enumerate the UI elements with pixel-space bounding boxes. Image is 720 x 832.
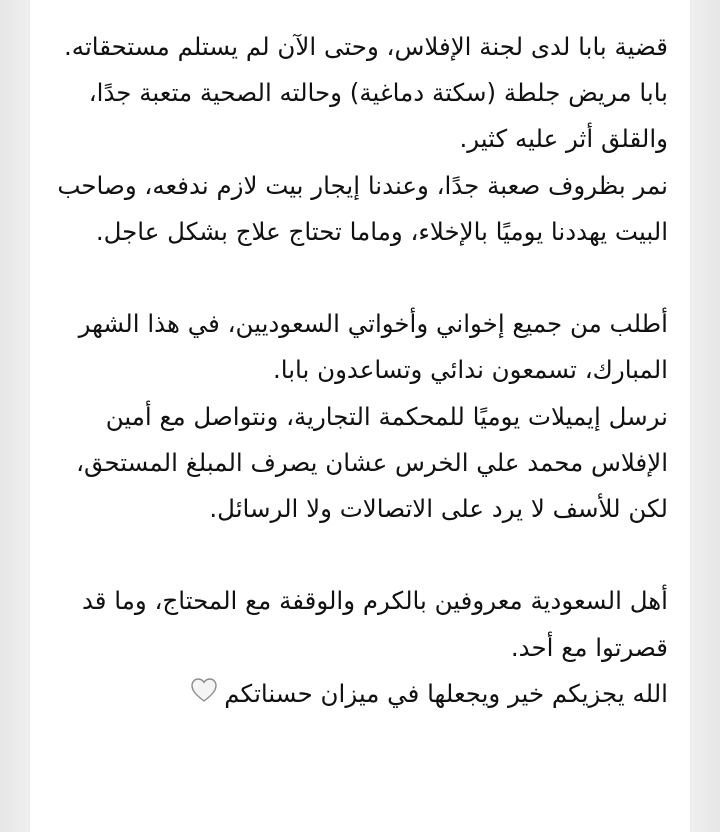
text-line: بابا مريض جلطة (سكتة دماغية) وحالته الصحية متعبة جدًا، والقلق أثر عليه كثير. [88,78,668,154]
white-heart-icon [190,672,218,718]
closing-prayer-text: الله يجزيكم خير ويجعلها في ميزان حسناتكم [224,678,668,708]
right-margin-shadow [690,0,720,832]
text-line [52,671,668,718]
paragraph-spacer [52,255,668,301]
text-line: نرسل إيميلات يوميًا للمحكمة التجارية، ونتواصل مع أمين الإفلاس محمد علي الخرس عشان يصرف المبلغ المستحق، لكن للأسف لا يرد على الاتصالات ولا الرسائل. [76,401,668,524]
paragraph-spacer [52,532,668,578]
text-line: أطلب من جميع إخواني وأخواتي السعوديين، في هذا الشهر المبارك، تسمعون ندائي وتساعدون بابا. [78,309,668,385]
message-body [52,24,668,718]
paragraph-appeal [52,301,668,532]
text-line: أهل السعودية معروفين بالكرم والوقفة مع المحتاج، وما قد قصرتوا مع أحد. [81,586,668,662]
text-line: قضية بابا لدى لجنة الإفلاس، وحتى الآن لم يستلم مستحقاته. [64,32,668,61]
text-line: نمر بظروف صعبة جدًا، وعندنا إيجار بيت لازم ندفعه، وصاحب البيت يهددنا يوميًا بالإخلاء، وماما تحتاج علاج بشكل عاجل. [57,170,668,246]
paragraph-closing [52,578,668,718]
paragraph-situation [52,24,668,255]
left-margin-shadow [0,0,30,832]
